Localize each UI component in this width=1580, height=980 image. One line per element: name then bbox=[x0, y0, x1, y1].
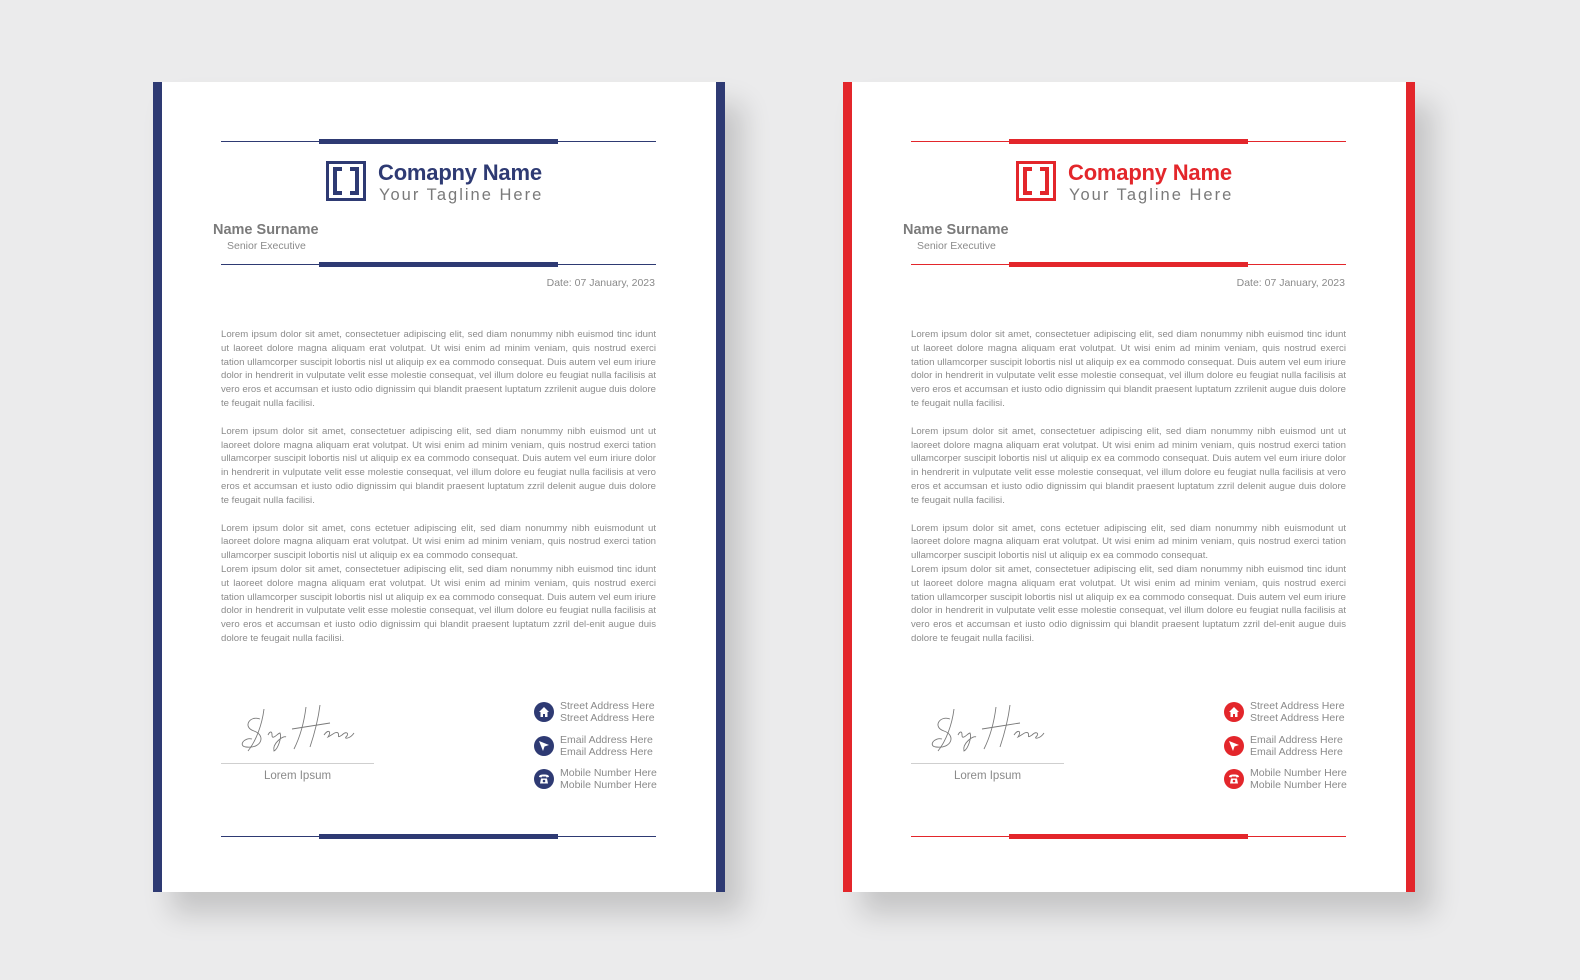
signature-scribble bbox=[232, 697, 362, 757]
company-tagline: Your Tagline Here bbox=[1069, 186, 1234, 204]
person-name: Name Surname bbox=[213, 222, 319, 238]
body-paragraph: Lorem ipsum dolor sit amet, consectetuer adipiscing elit, sed diam nonummy nibh euismod unt ut laoreet dolore magna aliquam erat volutpat. Ut wisi enim ad minim veniam, quis nostrud exerci tation ullamcorper suscipit lobortis nisl ut aliquip ex ea commodo consequat. Duis autem vel eum iriure dolor in hendrerit in vulputate velit esse molestie consequat, vel illum dolore eu feugiat nulla facilisis at vero eros et accumsan et iusto odio dignissim qui blandit praesent luptatum zzril delenit augue duis dolore te feugait nulla facilisi. bbox=[911, 425, 1346, 506]
person-role: Senior Executive bbox=[227, 240, 306, 252]
cursor-arrow-icon bbox=[534, 736, 554, 756]
body-paragraph: Lorem ipsum dolor sit amet, consectetuer adipiscing elit, sed diam nonummy nibh euismod tinc idunt ut laoreet dolore magna aliquam erat volutpat. Ut wisi enim ad minim veniam, quis nostrud exerci tation ullamcorper suscipit lobortis nisl ut aliquip ex ea commodo consequat. Duis autem vel eum iriure dolor in hendrerit in vulputate velit esse molestie consequat, vel illum dolore eu feugiat nulla facilisis at vero eros et accumsan et iusto odio dignissim qui blandit praesent luptatum zzril del-enit augue duis dolore te feugait nulla facilisi. bbox=[221, 563, 656, 644]
body-paragraph: Lorem ipsum dolor sit amet, cons ectetuer adipiscing elit, sed diam nonummy nibh euismodunt ut laoreet dolore magna aliquam erat volutpat. Ut wisi enim ad minim veniam, quis nostrud exerci tation ullamcorper suscipit lobortis nisl ut aliquip ex ea commodo consequat. bbox=[221, 522, 656, 562]
contact-address bbox=[534, 701, 674, 729]
contact-phone bbox=[534, 768, 674, 796]
contact-line: Street Address Here bbox=[1250, 712, 1345, 724]
signature-scribble bbox=[922, 697, 1052, 757]
signature-label: Lorem Ipsum bbox=[953, 770, 1022, 782]
body-paragraph: Lorem ipsum dolor sit amet, consectetuer adipiscing elit, sed diam nonummy nibh euismod unt ut laoreet dolore magna aliquam erat volutpat. Ut wisi enim ad minim veniam, quis nostrud exerci tation ullamcorper suscipit lobortis nisl ut aliquip ex ea commodo consequat. Duis autem vel eum iriure dolor in hendrerit in vulputate velit esse molestie consequat, vel illum dolore eu feugiat nulla facilisis at vero eros et accumsan et iusto odio dignissim qui blandit praesent luptatum zzril delenit augue duis dolore te feugait nulla facilisi. bbox=[221, 425, 656, 506]
bracket-square-logo-icon bbox=[326, 161, 366, 201]
letterhead-red bbox=[843, 82, 1415, 892]
footer-rule bbox=[221, 834, 656, 839]
letter-date: Date: 07 January, 2023 bbox=[546, 277, 655, 289]
company-name: Comapny Name bbox=[1068, 160, 1232, 185]
cursor-arrow-icon bbox=[1224, 736, 1244, 756]
contact-line: Mobile Number Here bbox=[1250, 779, 1347, 791]
contact-phone bbox=[1224, 768, 1364, 796]
letterhead-blue bbox=[153, 82, 725, 892]
header-rule-top bbox=[221, 139, 656, 144]
contact-line: Email Address Here bbox=[1250, 746, 1343, 758]
contact-line: Street Address Here bbox=[560, 712, 655, 724]
header-rule-bottom bbox=[911, 262, 1346, 267]
contact-line: Email Address Here bbox=[1250, 734, 1343, 746]
letter-body bbox=[911, 328, 1346, 660]
signature-line bbox=[911, 763, 1064, 764]
contact-line: Street Address Here bbox=[1250, 700, 1345, 712]
contact-address bbox=[1224, 701, 1364, 729]
person-name: Name Surname bbox=[903, 222, 1009, 238]
company-name: Comapny Name bbox=[378, 160, 542, 185]
telephone-icon bbox=[534, 769, 554, 789]
header-rule-bottom bbox=[221, 262, 656, 267]
signature-label: Lorem Ipsum bbox=[263, 770, 332, 782]
footer-rule bbox=[911, 834, 1346, 839]
header-rule-top bbox=[911, 139, 1346, 144]
contact-line: Street Address Here bbox=[560, 700, 655, 712]
contact-line: Mobile Number Here bbox=[560, 779, 657, 791]
body-paragraph: Lorem ipsum dolor sit amet, cons ectetuer adipiscing elit, sed diam nonummy nibh euismodunt ut laoreet dolore magna aliquam erat volutpat. Ut wisi enim ad minim veniam, quis nostrud exerci tation ullamcorper suscipit lobortis nisl ut aliquip ex ea commodo consequat. bbox=[911, 522, 1346, 562]
bracket-square-logo-icon bbox=[1016, 161, 1056, 201]
signature-line bbox=[221, 763, 374, 764]
home-icon bbox=[1224, 702, 1244, 722]
contact-line: Mobile Number Here bbox=[560, 767, 657, 779]
letter-body bbox=[221, 328, 656, 660]
contact-line: Mobile Number Here bbox=[1250, 767, 1347, 779]
body-paragraph: Lorem ipsum dolor sit amet, consectetuer adipiscing elit, sed diam nonummy nibh euismod tinc idunt ut laoreet dolore magna aliquam erat volutpat. Ut wisi enim ad minim veniam, quis nostrud exerci tation ullamcorper suscipit lobortis nisl ut aliquip ex ea commodo consequat. Duis autem vel eum iriure dolor in hendrerit in vulputate velit esse molestie consequat, vel illum dolore eu feugiat nulla facilisis at vero eros et accumsan et iusto odio dignissim qui blandit praesent luptatum zzril del-enit augue duis dolore te feugait nulla facilisi. bbox=[911, 563, 1346, 644]
body-paragraph: Lorem ipsum dolor sit amet, consectetuer adipiscing elit, sed diam nonummy nibh euismod tinc idunt ut laoreet dolore magna aliquam erat volutpat. Ut wisi enim ad minim veniam, quis nostrud exerci tation ullamcorper suscipit lobortis nisl ut aliquip ex ea commodo consequat. Duis autem vel eum iriure dolor in hendrerit in vulputate velit esse molestie consequat, vel illum dolore eu feugiat nulla facilisis at vero eros et accumsan et iusto odio dignissim qui blandit praesent luptatum zzrilenit augue duis dolore te feugait nulla facilisi. bbox=[221, 329, 656, 409]
contact-email bbox=[534, 735, 674, 763]
company-tagline: Your Tagline Here bbox=[379, 186, 544, 204]
contact-line: Email Address Here bbox=[560, 734, 653, 746]
contact-email bbox=[1224, 735, 1364, 763]
telephone-icon bbox=[1224, 769, 1244, 789]
home-icon bbox=[534, 702, 554, 722]
letter-date: Date: 07 January, 2023 bbox=[1236, 277, 1345, 289]
body-paragraph: Lorem ipsum dolor sit amet, consectetuer adipiscing elit, sed diam nonummy nibh euismod tinc idunt ut laoreet dolore magna aliquam erat volutpat. Ut wisi enim ad minim veniam, quis nostrud exerci tation ullamcorper suscipit lobortis nisl ut aliquip ex ea commodo consequat. Duis autem vel eum iriure dolor in hendrerit in vulputate velit esse molestie consequat, vel illum dolore eu feugiat nulla facilisis at vero eros et accumsan et iusto odio dignissim qui blandit praesent luptatum zzrilenit augue duis dolore te feugait nulla facilisi. bbox=[911, 329, 1346, 409]
person-role: Senior Executive bbox=[917, 240, 996, 252]
contact-line: Email Address Here bbox=[560, 746, 653, 758]
